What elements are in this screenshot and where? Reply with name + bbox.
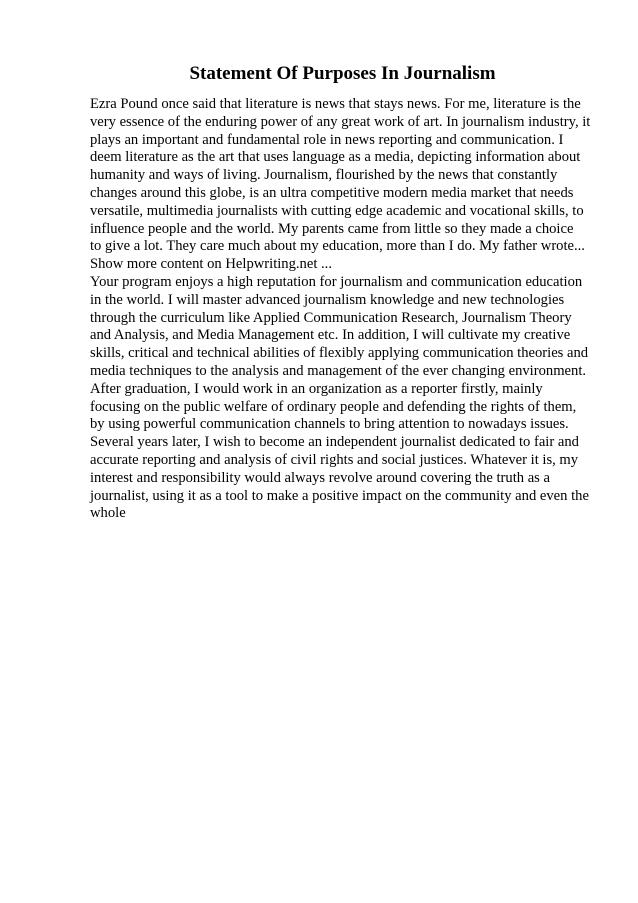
- body-line: focusing on the public welfare of ordinary people and defending the rights of them,: [90, 398, 577, 415]
- body-line: and Analysis, and Media Management etc. In addition, I will cultivate my creative: [90, 327, 571, 344]
- body-line: through the curriculum like Applied Communication Research, Journalism Theory: [90, 309, 572, 326]
- body-line: whole: [90, 505, 126, 522]
- body-line: skills, critical and technical abilities of flexibly applying communication theories and: [90, 345, 589, 362]
- document-title: Statement Of Purposes In Journalism: [189, 63, 496, 84]
- body-line: changes around this globe, is an ultra competitive modern media market that needs: [90, 184, 574, 201]
- body-line: accurate reporting and analysis of civil rights and social justices. Whatever it is, my: [90, 451, 579, 468]
- body-line: Several years later, I wish to become an independent journalist dedicated to fair and: [90, 434, 579, 451]
- body-line: After graduation, I would work in an organization as a reporter firstly, mainly: [90, 380, 543, 397]
- body-line: Ezra Pound once said that literature is news that stays news. For me, literature is the: [90, 96, 581, 112]
- body-line: Your program enjoys a high reputation for journalism and communication education: [90, 273, 583, 290]
- document-body: [90, 96, 600, 523]
- body-line: in the world. I will master advanced journalism knowledge and new technologies: [90, 291, 565, 308]
- body-line: influence people and the world. My parents came from little so they made a choice: [90, 220, 574, 237]
- body-line: very essence of the enduring power of any great work of art. In journalism industry, it: [90, 113, 591, 130]
- body-line: versatile, multimedia journalists with cutting edge academic and vocational skills, to: [90, 202, 584, 219]
- body-line: deem literature as the art that uses language as a media, depicting information about: [90, 149, 581, 166]
- body-line: media techniques to the analysis and management of the ever changing environment.: [90, 362, 587, 379]
- body-line: by using powerful communication channels to bring attention to nowadays issues.: [90, 416, 569, 433]
- body-line: interest and responsibility would always revolve around covering the truth as a: [90, 469, 550, 486]
- body-line: plays an important and fundamental role in news reporting and communication. I: [90, 131, 564, 148]
- body-line: to give a lot. They care much about my education, more than I do. My father wrote...: [90, 238, 585, 255]
- body-line: journalist, using it as a tool to make a positive impact on the community and even the: [90, 487, 589, 504]
- show-more-link[interactable]: Show more content on Helpwriting.net ...: [90, 256, 332, 273]
- body-line: humanity and ways of living. Journalism, flourished by the news that constantly: [90, 167, 558, 184]
